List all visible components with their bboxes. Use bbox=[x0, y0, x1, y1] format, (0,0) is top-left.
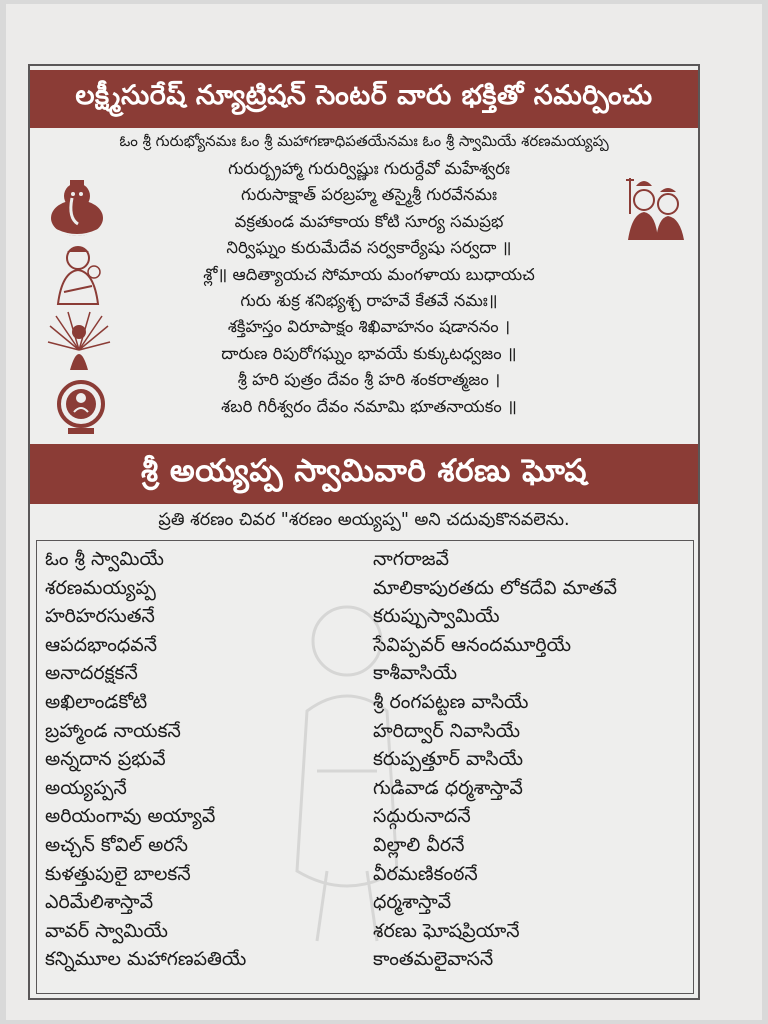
sloka-line: శ్రీ హరి పుత్రం దేవం శ్రీ హరి శంకరాత్మజం । bbox=[237, 370, 501, 390]
paper-sheet bbox=[6, 4, 762, 1020]
list-item: అరియంగావు అయ్యావే bbox=[45, 805, 216, 828]
mantra-line: ఓం శ్రీ గురుభ్యోనమః ఓం శ్రీ మహాగణాధిపతయేనమః ఓం శ్రీ స్వామియే శరణమయ్యప్ప bbox=[119, 132, 609, 150]
list-item: వావర్ స్వామియే bbox=[45, 919, 168, 942]
instruction-line: ప్రతి శరణం చివర "శరణం అయ్యప్ప" అని చదువుకొనవలెను. bbox=[158, 510, 570, 530]
section-title: శ్రీ అయ్యప్ప స్వామివారి శరణు ఘోష bbox=[141, 452, 587, 489]
list-item: విల్లాలి వీరనే bbox=[373, 833, 465, 856]
sloka-line: నిర్విఘ్నం కురుమేదేవ సర్వకార్యేషు సర్వదా ॥ bbox=[226, 238, 512, 258]
list-item: శ్రీ రంగపట్టణ వాసియే bbox=[373, 690, 529, 713]
list-item: అన్నదాన ప్రభువే bbox=[45, 748, 166, 771]
list-item: అనాదరక్షకనే bbox=[45, 662, 138, 685]
page-title: లక్ష్మీసురేష్ న్యూట్రిషన్ సెంటర్ వారు భక్తితో సమర్పించు bbox=[75, 80, 653, 111]
list-item: హరిహరసుతనే bbox=[45, 605, 155, 628]
list-item: బ్రహ్మాండ నాయకనే bbox=[45, 719, 181, 742]
shiva-parvati-icon bbox=[622, 174, 692, 244]
list-item: గుడివాడ ధర్మశాస్తావే bbox=[373, 776, 523, 799]
list-item: ఆపదభాంధవనే bbox=[45, 633, 158, 656]
list-item: శరణు ఘోషప్రియానే bbox=[373, 919, 520, 942]
list-item: నాగరాజవే bbox=[373, 548, 450, 570]
list-item: కుళత్తుపులై బాలకనే bbox=[45, 862, 191, 885]
title-banner bbox=[30, 70, 698, 128]
subramanya-icon bbox=[44, 310, 114, 372]
list-item: సద్గురునాదనే bbox=[373, 805, 471, 828]
list-item: సేవిప్పవర్ ఆనందమూర్తియే bbox=[373, 633, 572, 656]
list-item: కరుప్పుస్వామియే bbox=[373, 605, 500, 628]
sloka-line: గురు శుక్ర శనిభ్యశ్చ రాహవే కేతవే నమః॥ bbox=[240, 290, 498, 310]
list-item: శరణమయ్యప్ప bbox=[45, 576, 156, 599]
sloka-line: గురుర్బ్రహ్మా గురుర్విష్ణుః గురుర్దేవో మహేశ్వరః bbox=[228, 159, 510, 178]
list-item: అయ్యప్పనే bbox=[45, 776, 127, 799]
sharanu-column-left bbox=[45, 545, 365, 974]
list-item: కరుప్పత్తూర్ వాసియే bbox=[373, 748, 524, 771]
list-item: కాంతమలైవాసనే bbox=[373, 948, 494, 971]
sloka-block bbox=[130, 156, 608, 420]
list-item: ధర్మశాస్తావే bbox=[373, 891, 452, 914]
list-item: మాలికాపురతదు లోకదేవి మాతవే bbox=[373, 576, 618, 599]
list-item: అచ్చన్ కోవిల్ అరసే bbox=[45, 833, 188, 856]
card-frame bbox=[28, 64, 700, 1000]
list-item: కన్నిమూల మహాగణపతియే bbox=[45, 948, 247, 971]
list-item: ఎరిమేలిశాస్తావే bbox=[45, 891, 154, 914]
saraswati-icon bbox=[44, 242, 112, 308]
list-item: వీరమణికంఠనే bbox=[373, 862, 478, 885]
list-item: అఖిలాండకోటి bbox=[45, 690, 148, 713]
sloka-line: శ్లో॥ ఆదిత్యాయచ సోమాయ మంగళాయ బుధాయచ bbox=[203, 264, 535, 284]
list-item: కాశీవాసియే bbox=[373, 662, 458, 685]
sharanu-list-box bbox=[36, 540, 694, 994]
sloka-line: దారుణ రిపురోగఘ్నం భావయే కుక్కుటధ్వజం ॥ bbox=[221, 343, 517, 363]
list-item: హరిద్వార్ నివాసియే bbox=[373, 719, 521, 742]
sharanu-column-right bbox=[373, 545, 694, 974]
ayyappa-emblem-icon bbox=[48, 376, 114, 438]
list-item: ఓం శ్రీ స్వామియే bbox=[45, 548, 164, 570]
sloka-line: శక్తిహస్తం విరూపాక్షం శిఖివాహనం షడాననం । bbox=[227, 317, 511, 337]
sloka-line: గురుసాక్షాత్ పరబ్రహ్మ తస్మైశ్రీ గురవేనమః bbox=[241, 185, 497, 205]
sloka-line: శబరి గిరీశ్వరం దేవం నమామి భూతనాయకం ॥ bbox=[221, 396, 517, 416]
ganesha-icon bbox=[42, 178, 112, 242]
sloka-line: వక్రతుండ మహాకాయ కోటి సూర్య సమప్రభ bbox=[234, 211, 504, 231]
section-banner bbox=[30, 444, 698, 504]
